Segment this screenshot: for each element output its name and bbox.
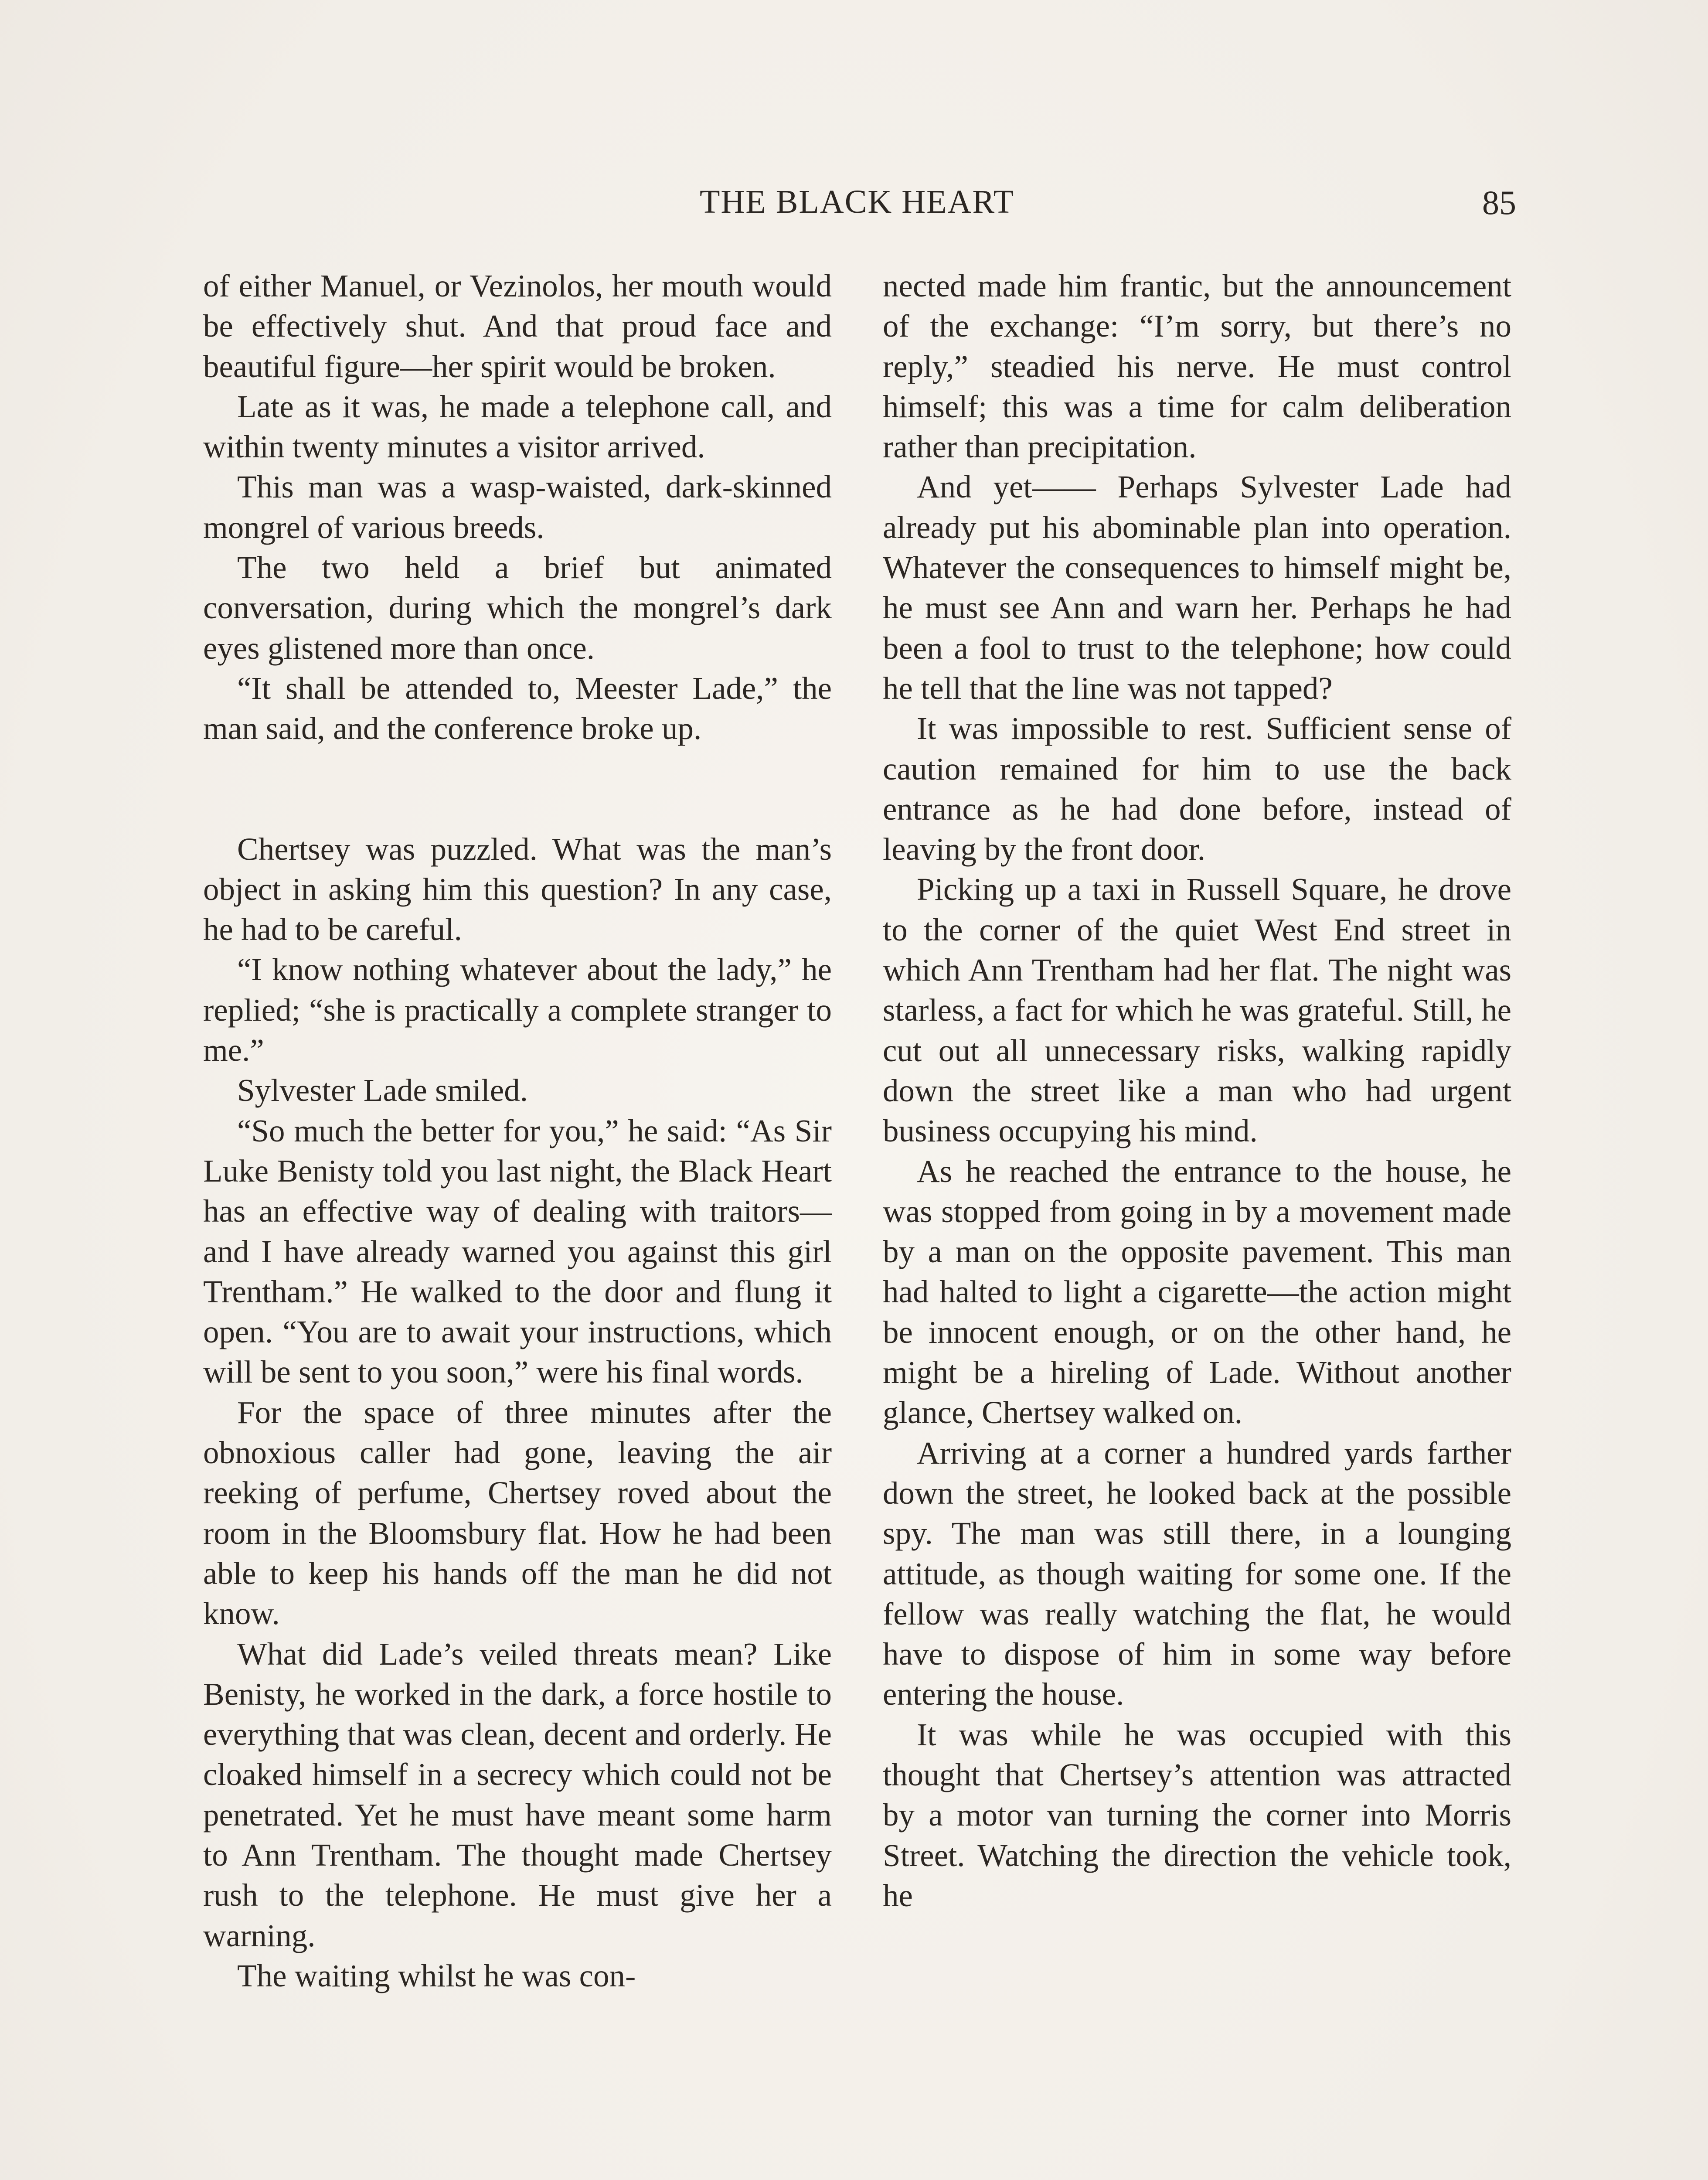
paragraph: And yet—— Perhaps Sylvester Lade had already put his abominable plan into operation. Whatever the consequences to himself might be, he must see Ann and warn her. Perhaps he had been a fool to trust to the telephone; how could he tell that the line was not tapped? [883,469,1511,706]
paragraph: Arriving at a corner a hundred yards farther down the street, he looked back at the possible spy. The man was still there, in a lounging attitude, as though waiting for some one. If the fellow was really watching the flat, he would have to dispose of him in some way before entering the house. [883,1435,1511,1712]
paragraph: Sylvester Lade smiled. [237,1073,528,1108]
paragraph: of either Manuel, or Vezinolos, her mouth would be effectively shut. And that proud face and beautiful figure—her spirit would be broken. [203,268,832,384]
paragraph: Chertsey was puzzled. What was the man’s object in asking him this question? In any case, he had to be careful. [203,831,832,947]
paragraph: As he reached the entrance to the house, he was stopped from going in by a movement made by a man on the opposite pavement. This man had halted to light a cigarette—the action might be innocent enough, or on the other hand, he might be a hireling of Lade. Without another glance, Chertsey walked on. [883,1153,1511,1431]
paragraph: What did Lade’s veiled threats mean? Like Benisty, he worked in the dark, a force hostile to everything that was clean, decent and orderly. He cloaked himself in a secrecy which could not be penetrated. Yet he must have meant some harm to Ann Trentham. The thought made Chertsey rush to the telephone. He must give her a warning. [203,1636,832,1953]
right-column [883,266,1511,1916]
paragraph: The two held a brief but animated conversation, during which the mongrel’s dark eyes glistened more than once. [203,550,832,666]
paragraph: It was while he was occupied with this thought that Chertsey’s attention was attracted by a motor van turning the corner into Morris Street. Watching the direction the vehicle took, he [883,1717,1511,1913]
paragraph: For the space of three minutes after the obnoxious caller had gone, leaving the air reeking of perfume, Chertsey roved about the room in the Bloomsbury flat. How he had been able to keep his hands off the man he did not know. [203,1394,832,1632]
running-title: THE BLACK HEART [699,184,1015,220]
paragraph: nected made him frantic, but the announcement of the exchange: “I’m sorry, but there’s no reply,” steadied his nerve. He must control himself; this was a time for calm deliberation rather than precipitation. [883,268,1511,465]
paragraph: Late as it was, he made a telephone call, and within twenty minutes a visitor arrived. [203,388,832,465]
paragraph: The waiting whilst he was con- [237,1958,636,1993]
paragraph: “I know nothing whatever about the lady,” he replied; “she is practically a complete stranger to me.” [203,952,832,1068]
page-header [203,183,1516,231]
paragraph: Picking up a taxi in Russell Square, he drove to the corner of the quiet West End street in which Ann Trentham had her flat. The night was starless, a fact for which he was grateful. Still, he cut out all unnecessary risks, walking rapidly down the street like a man who had urgent business occupying his mind. [883,872,1511,1149]
page-number: 85 [1482,184,1516,221]
left-column [203,266,832,1996]
paragraph: “So much the better for you,” he said: “As Sir Luke Benisty told you last night, the Black Heart has an effective way of dealing with traitors—and I have already warned you against this girl Trentham.” He walked to the door and flung it open. “You are to await your instructions, which will be sent to you soon,” were his final words. [203,1113,832,1390]
paragraph: It was impossible to rest. Sufficient sense of caution remained for him to use the back entrance as he had done before, instead of leaving by the front door. [883,711,1511,867]
paragraph: This man was a wasp-waisted, dark-skinned mongrel of various breeds. [203,469,832,545]
paragraph: “It shall be attended to, Meester Lade,” the man said, and the conference broke up. [203,670,832,746]
